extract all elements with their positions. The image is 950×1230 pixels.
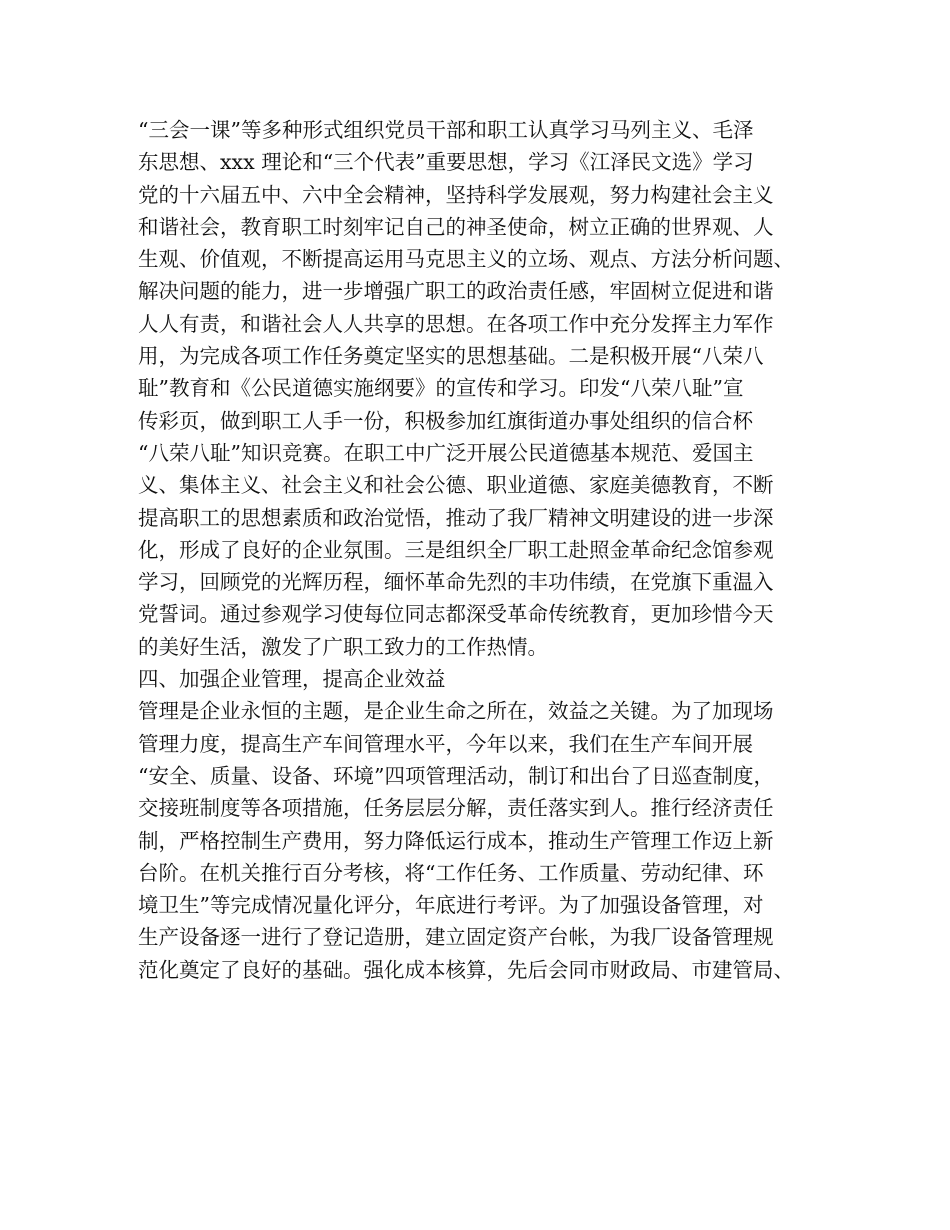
text-line: 传彩页，做到职工人手一份，积极参加红旗街道办事处组织的信合杯 bbox=[138, 408, 753, 433]
text-line: 境卫生”等完成情况量化评分，年底进行考评。为了加强设备管理，对 bbox=[138, 893, 764, 918]
text-line: “八荣八耻”知识竞赛。在职工中广泛开展公民道德基本规范、爱国主 bbox=[138, 440, 754, 465]
section-heading: 四、加强企业管理，提高企业效益 bbox=[138, 667, 446, 692]
text-line: 管理是企业永恒的主题，是企业生命之所在，效益之关键。为了加现场 bbox=[138, 699, 774, 724]
text-line: 生观、价值观，不断提高运用马克思主义的立场、观点、方法分析问题、 bbox=[138, 247, 794, 272]
text-line: 管理力度，提高生产车间管理水平，今年以来，我们在生产车间开展 bbox=[138, 731, 753, 756]
text-line: 范化奠定了良好的基础。强化成本核算，先后会同市财政局、市建管局、 bbox=[138, 957, 794, 982]
text-line: 化，形成了良好的企业氛围。三是组织全厂职工赴照金革命纪念馆参观 bbox=[138, 537, 774, 562]
text-line: 党誓词。通过参观学习使每位同志都深受革命传统教育，更加珍惜今天 bbox=[138, 602, 774, 627]
text-line: 交接班制度等各项措施，任务层层分解，责任落实到人。推行经济责任 bbox=[138, 796, 774, 821]
text-line: 用，为完成各项工作任务奠定坚实的思想基础。二是积极开展“八荣八 bbox=[138, 344, 764, 369]
text-line: 和谐社会，教育职工时刻牢记自己的神圣使命，树立正确的世界观、人 bbox=[138, 214, 774, 239]
text-line: 人人有责，和谐社会人人共享的思想。在各项工作中充分发挥主力军作 bbox=[138, 311, 774, 336]
document-body bbox=[138, 114, 828, 986]
text-line: “安全、质量、设备、环境”四项管理活动，制订和出台了日巡查制度， bbox=[138, 763, 774, 788]
text-line: 义、集体主义、社会主义和社会公德、职业道德、家庭美德教育，不断 bbox=[138, 473, 774, 498]
text-line: 党的十六届五中、六中全会精神，坚持科学发展观，努力构建社会主义 bbox=[138, 182, 774, 207]
text-line: “三会一课”等多种形式组织党员干部和职工认真学习马列主义、毛泽 bbox=[138, 118, 754, 142]
text-line: 耻”教育和《公民道德实施纲要》的宣传和学习。印发“八荣八耻”宣 bbox=[138, 376, 744, 401]
text-line: 的美好生活，激发了广职工致力的工作热情。 bbox=[138, 634, 548, 659]
text-line: 生产设备逐一进行了登记造册，建立固定资产台帐，为我厂设备管理规 bbox=[138, 925, 774, 950]
text-line: 东思想、xxx 理论和“三个代表”重要思想，学习《江泽民文选》学习 bbox=[138, 150, 754, 175]
text-line: 提高职工的思想素质和政治觉悟，推动了我厂精神文明建设的进一步深 bbox=[138, 505, 774, 530]
text-line: 制，严格控制生产费用，努力降低运行成本，推动生产管理工作迈上新 bbox=[138, 828, 774, 853]
text-line: 解决问题的能力，进一步增强广职工的政治责任感，牢固树立促进和谐 bbox=[138, 279, 774, 304]
text-line: 台阶。在机关推行百分考核，将“工作任务、工作质量、劳动纪律、环 bbox=[138, 860, 764, 885]
text-line: 学习，回顾党的光辉历程，缅怀革命先烈的丰功伟绩，在党旗下重温入 bbox=[138, 570, 774, 595]
